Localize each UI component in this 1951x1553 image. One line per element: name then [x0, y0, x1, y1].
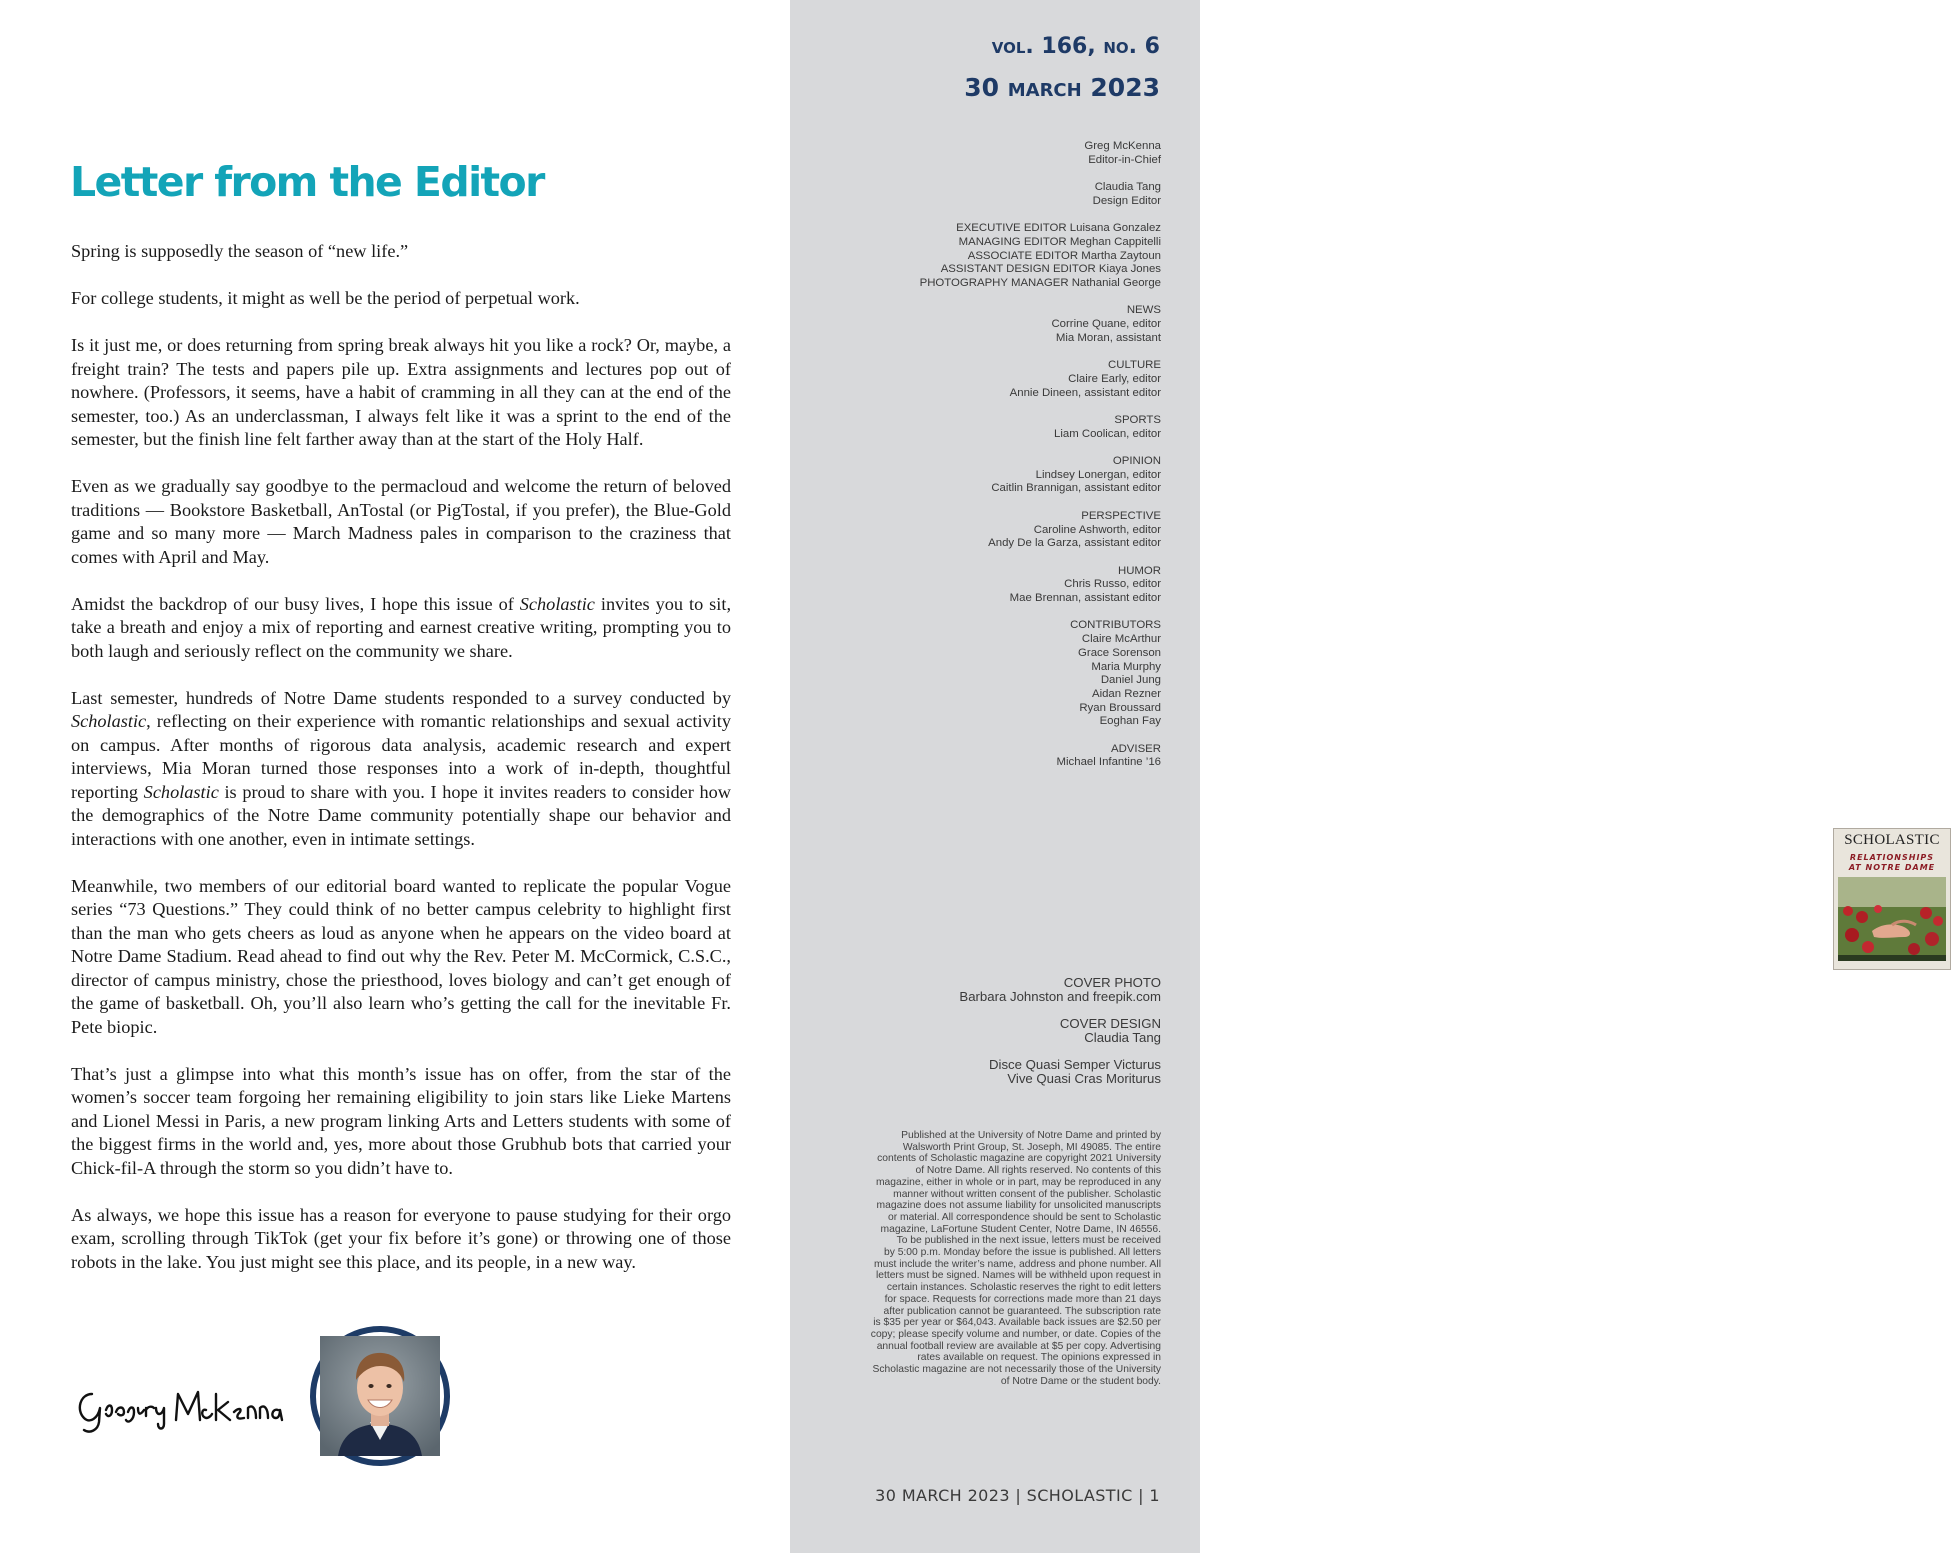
credit-value: Barbara Johnston and freepik.com: [959, 989, 1161, 1004]
staff-line: Eoghan Fay: [1099, 715, 1161, 728]
staff-masthead: [841, 140, 1161, 784]
letter-paragraph: Last semester, hundreds of Notre Dame students responded to a survey conducted by Scholastic, reflecting on their experience with romantic relationships and sexual activity on campus. After months of rigorous data analysis, academic research and expert interviews, Mia Moran turned those responses into a work of in-depth, thoughtful reporting Scholastic is proud to share with you. I hope it invites readers to consider how the demographics of the Notre Dame community potentially shape our behavior and interactions with one another, even in intimate settings.: [71, 687, 731, 849]
credit-value: Claudia Tang: [1084, 1030, 1161, 1045]
staff-line: Ryan Broussard: [1079, 701, 1161, 714]
staff-group-perspective: [841, 510, 1161, 551]
credit-label: COVER DESIGN: [1059, 1016, 1161, 1031]
staff-line: Mae Brennan, assistant editor: [1009, 592, 1161, 605]
page-footer: 30 MARCH 2023 | SCHOLASTIC | 1: [875, 1486, 1160, 1505]
staff-line: Claire Early, editor: [1068, 372, 1161, 385]
staff-line: Maria Murphy: [1091, 660, 1161, 673]
credit-label: COVER PHOTO: [1063, 975, 1161, 990]
staff-group-news: [841, 304, 1161, 345]
staff-line: Greg McKenna: [1084, 140, 1161, 152]
staff-line: Claire McArthur: [1081, 633, 1161, 646]
section-heading: NEWS: [1126, 304, 1161, 317]
letter-paragraph: Amidst the backdrop of our busy lives, I hope this issue of Scholastic invites you to sit, take a breath and enjoy a mix of reporting and earnest creative writing, prompting you to both laugh and seriously reflect on the community we share.: [71, 593, 732, 661]
staff-line: Editor-in-Chief: [1088, 153, 1161, 166]
letter-body: [71, 240, 731, 1298]
section-heading: CULTURE: [1108, 359, 1161, 372]
credit-group: [841, 976, 1161, 1004]
letter-paragraph: Is it just me, or does returning from spring break always hit you like a rock? Or, maybe, a freight train? The tests and papers pile up. Extra assignments and lectures pop out of nowhere. (Professors, it seems, have a habit of cramming in all they can at the end of the semester, too.) As an underclassman, I always felt like it was a sprint to the end of the semester, but the finish line felt farther away than at the start of the Holy Half.: [71, 335, 731, 449]
staff-line: Liam Coolican, editor: [1054, 427, 1161, 440]
staff-line: Claudia Tang: [1094, 181, 1161, 194]
staff-group-sports: [841, 414, 1161, 441]
section-heading: SPORTS: [1114, 413, 1161, 426]
letter-paragraph: That’s just a glimpse into what this month’s issue has on offer, from the star of the women’s soccer team forgoing her remaining eligibility to join stars like Lieke Martens and Lionel Messi in Paris, a new program linking Arts and Letters students with some of the biggest firms in the world and, yes, more about those Grubhub bots that carried your Chick-fil-A through the storm so you didn’t have to.: [71, 1063, 731, 1178]
staff-line: MANAGING EDITOR Meghan Cappitelli: [958, 235, 1161, 248]
section-heading: ADVISER: [1110, 742, 1161, 755]
staff-group: [841, 140, 1161, 167]
cover-masthead: SCHOLASTIC: [1844, 832, 1940, 848]
page-title: Letter from the Editor: [70, 158, 544, 206]
cover-credits: [841, 976, 1161, 1099]
cover-thumbnail: [1833, 828, 1951, 970]
staff-line: Caroline Ashworth, editor: [1033, 523, 1161, 536]
section-heading: PERSPECTIVE: [1081, 509, 1161, 522]
publication-name: Scholastic: [71, 711, 147, 731]
main-column: [0, 0, 790, 1553]
staff-group-humor: [841, 565, 1161, 606]
section-heading: OPINION: [1112, 455, 1161, 468]
staff-line: Lindsey Lonergan, editor: [1035, 468, 1161, 481]
staff-group-adviser: [841, 743, 1161, 770]
staff-line: Design Editor: [1092, 194, 1161, 207]
section-heading: HUMOR: [1117, 564, 1161, 577]
letter-paragraph: For college students, it might as well be the period of perpetual work.: [71, 288, 580, 308]
section-heading: CONTRIBUTORS: [1070, 619, 1161, 632]
staff-line: PHOTOGRAPHY MANAGER Nathanial George: [919, 277, 1161, 289]
staff-group-opinion: [841, 455, 1161, 496]
publication-name: Scholastic: [143, 781, 219, 802]
portrait-image: [320, 1336, 440, 1456]
publication-name: Scholastic: [519, 593, 595, 614]
staff-line: Chris Russo, editor: [1064, 578, 1161, 591]
staff-line: Andy De la Garza, assistant editor: [988, 537, 1161, 550]
staff-group-culture: [841, 359, 1161, 400]
cover-photo: [1838, 877, 1946, 961]
staff-line: Michael Infantine ’16: [1056, 756, 1161, 769]
editor-signature: [72, 1380, 282, 1440]
staff-line: Caitlin Brannigan, assistant editor: [991, 482, 1161, 495]
motto: [841, 1058, 1161, 1086]
staff-line: EXECUTIVE EDITOR Luisana Gonzalez: [956, 222, 1161, 235]
staff-group-contributors: [841, 619, 1161, 729]
letter-paragraph: As always, we hope this issue has a reason for everyone to pause studying for their orgo exam, scrolling through TikTok (get your fix before it’s gone) or throwing one of those robots in the lake. You just might see this place, and its people, in a new way.: [71, 1204, 731, 1272]
issue-date: 30 march 2023: [964, 73, 1160, 102]
staff-line: Mia Moran, assistant: [1055, 331, 1161, 344]
letter-paragraph: Meanwhile, two members of our editorial board wanted to replicate the popular Vogue series “73 Questions.” They could think of no better campus celebrity to highlight first than the man who gets cheers as loud as anyone when he appears on the video board at Notre Dame Stadium. Read ahead to find out why the Rev. Peter M. McCormick, C.S.C., director of campus ministry, chose the priesthood, loves biology and can’t get enough of the game of basketball. Oh, you’ll also learn who’s getting the call for the inevitable Fr. Pete biopic.: [71, 875, 731, 1037]
staff-group: [841, 181, 1161, 208]
staff-group: [841, 222, 1161, 291]
letter-paragraph: Spring is supposedly the season of “new life.”: [71, 241, 409, 261]
staff-line: ASSOCIATE EDITOR Martha Zaytoun: [967, 249, 1161, 262]
staff-line: Grace Sorenson: [1078, 646, 1161, 659]
staff-line: ASSISTANT DESIGN EDITOR Kiaya Jones: [940, 263, 1161, 276]
staff-line: Corrine Quane, editor: [1051, 318, 1161, 331]
staff-line: Annie Dineen, assistant editor: [1009, 386, 1161, 399]
motto-line: Vive Quasi Cras Moriturus: [1007, 1071, 1161, 1086]
volume-number: vol. 166, no. 6: [991, 34, 1160, 59]
credit-group: [841, 1017, 1161, 1045]
editor-headshot: [310, 1326, 450, 1466]
masthead-sidebar: [790, 0, 1940, 1553]
staff-line: Aidan Rezner: [1091, 687, 1161, 700]
letter-paragraph: Even as we gradually say goodbye to the permacloud and welcome the return of beloved traditions — Bookstore Basketball, AnTostal (or PigTostal, if you prefer), the Blue-Gold game and so many more — March Madness pales in comparison to the craziness that comes with April and May.: [71, 476, 731, 567]
cover-headline: RELATIONSHIPS AT NOTRE DAME: [1848, 853, 1936, 872]
motto-line: Disce Quasi Semper Victurus: [989, 1057, 1161, 1072]
publication-notice: Published at the University of Notre Dame and printed by Walsworth Print Group, St. Joseph, MI 49085. The entire contents of Scholastic magazine are copyright 2021 University of Notre Dame. All rights reserved. No contents of this magazine, either in whole or in part, may be reproduced in any manner without written consent of the publisher. Scholastic magazine does not assume liability for unsolicited manuscripts or material. All correspondence should be sent to Scholastic magazine, LaFortune Student Center, Notre Dame, IN 46556. To be published in the next issue, letters must be received by 5:00 p.m. Monday before the issue is published. All letters must include the writer’s name, address and phone number. All letters must be signed. Names will be withheld upon request in certain instances. Scholastic reserves the right to edit letters for space. Requests for corrections made more than 21 days after publication cannot be guaranteed. The subscription rate is $35 per year or $64,043. Available back issues are $2.50 per copy; please specify volume and number, or date. Copies of the annual football review are available at $5 per copy. Advertising rates available on request. The opinions expressed in Scholastic magazine are not necessarily those of the University of Notre Dame or the student body.: [870, 1130, 1161, 1387]
staff-line: Daniel Jung: [1100, 674, 1161, 687]
